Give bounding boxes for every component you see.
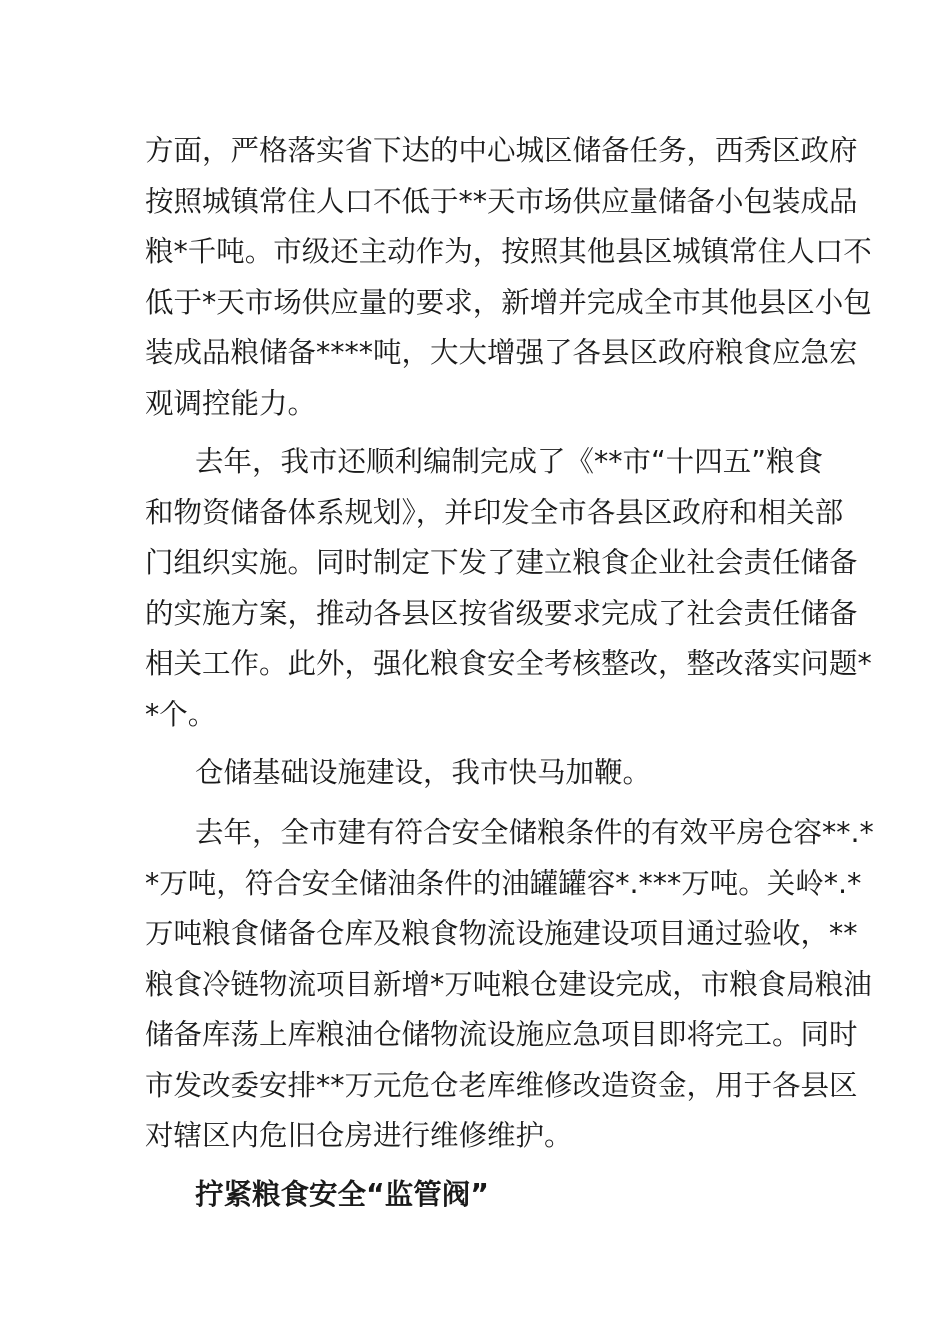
- text-line: 的实施方案，推动各县区按省级要求完成了社会责任储备: [145, 596, 858, 630]
- text-line: 粮食冷链物流项目新增*万吨粮仓建设完成，市粮食局粮油: [145, 967, 872, 1001]
- text-line: 粮*千吨。市级还主动作为，按照其他县区城镇常住人口不: [145, 235, 872, 268]
- paragraph-3: [145, 748, 810, 799]
- text-line: 方面，严格落实省下达的中心城区储备任务，西秀区政府: [145, 134, 858, 167]
- text-line: *个。: [145, 697, 217, 731]
- text-line: 仓储基础设施建设，我市快马加鞭。: [195, 756, 652, 789]
- paragraph-2: [145, 437, 872, 740]
- section-heading: [145, 1170, 810, 1221]
- text-line: 和物资储备体系规划》，并印发全市各县区政府和相关部: [145, 495, 844, 529]
- text-line: 装成品粮储备****吨，大大增强了各县区政府粮食应急宏: [145, 336, 858, 369]
- text-line: *万吨，符合安全储油条件的油罐罐容*.***万吨。关岭*.*: [145, 866, 862, 900]
- text-line: 市发改委安排**万元危仓老库维修改造资金，用于各县区: [145, 1068, 858, 1102]
- text-line: 低于*天市场供应量的要求，新增并完成全市其他县区小包: [145, 285, 872, 319]
- text-line: 储备库荡上库粮油仓储物流设施应急项目即将完工。同时: [145, 1018, 858, 1051]
- heading-text: 拧紧粮食安全“监管阀”: [195, 1178, 489, 1211]
- text-line: 相关工作。此外，强化粮食安全考核整改，整改落实问题*: [145, 647, 872, 680]
- paragraph-4: [145, 808, 874, 1162]
- text-line: 万吨粮食储备仓库及粮食物流设施建设项目通过验收，**: [145, 917, 858, 950]
- paragraph-1: [145, 126, 872, 429]
- text-line: 对辖区内危旧仓房进行维修维护。: [145, 1119, 573, 1152]
- text-line: 按照城镇常住人口不低于**天市场供应量储备小包装成品: [145, 184, 858, 218]
- text-line: 去年，我市还顺利编制完成了《**市“十四五”粮食: [195, 445, 824, 478]
- text-line: 门组织实施。同时制定下发了建立粮食企业社会责任储备: [145, 546, 858, 579]
- text-line: 观调控能力。: [145, 386, 317, 420]
- text-line: 去年，全市建有符合安全储粮条件的有效平房仓容**.*: [195, 816, 874, 849]
